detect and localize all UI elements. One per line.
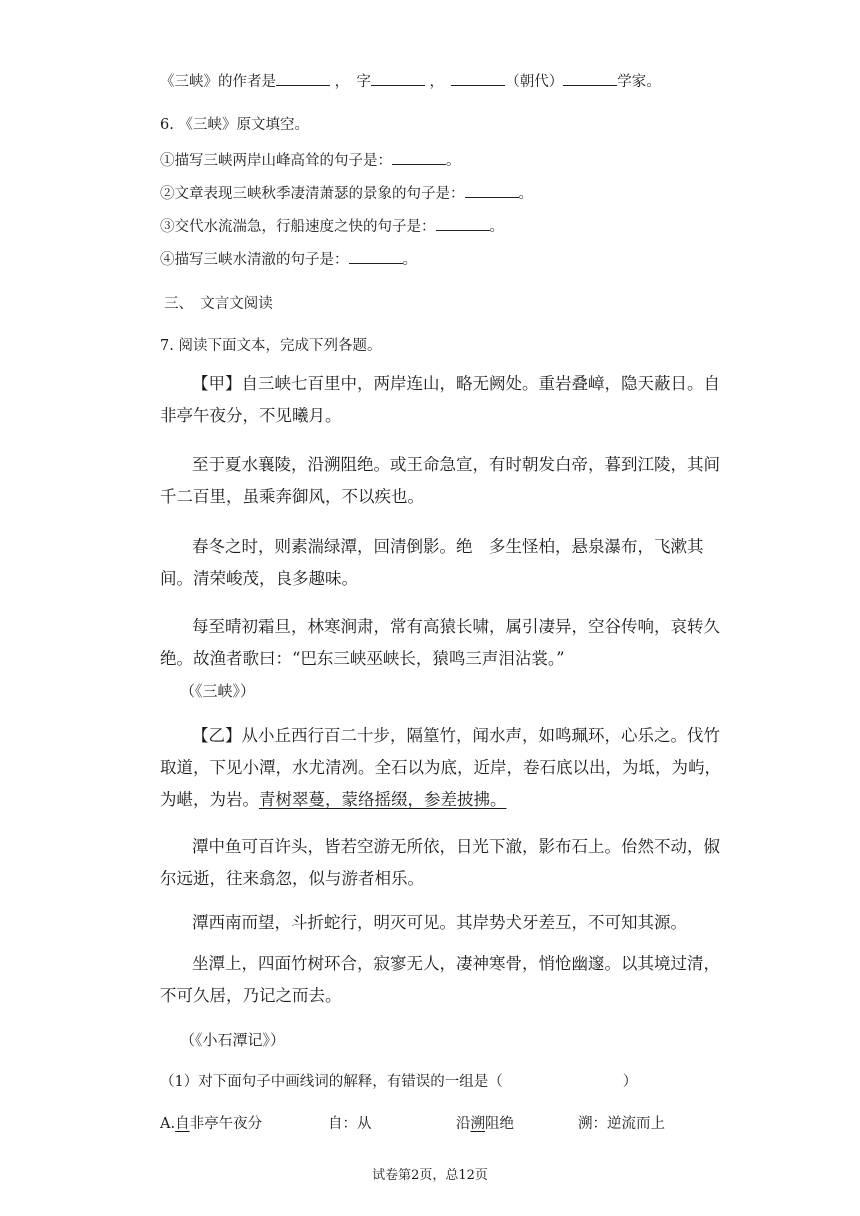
blank-q6-2	[465, 185, 519, 198]
q5-line	[160, 72, 661, 92]
jia-paragraph-3: 春冬之时，则素湍绿潭，回清倒影。绝 多生怪柏，悬泉瀑布，飞漱其间。清荣峻茂，良多趣味。	[160, 537, 704, 588]
q6-item-1-text: ①描写三峡两岸山峰高耸的句子是：	[160, 153, 392, 169]
q6-item-4-text: ④描写三峡水清澈的句子是：	[160, 252, 349, 268]
blank-author	[276, 73, 330, 86]
q6-item-4	[160, 250, 417, 270]
page-footer: 试卷第2页，总12页	[372, 1168, 488, 1183]
option-a-underlined-word-1: 自	[175, 1116, 190, 1132]
yi-paragraph-2: 潭中鱼可百许头，皆若空游无所依，日光下澈，影布石上。佁然不动，俶尔远逝，往来翕忽，似与游者相乐。	[160, 837, 720, 888]
q5-text-3: ，	[429, 74, 452, 90]
yi-source: （《小石潭记》）	[180, 1031, 286, 1049]
option-a	[160, 1114, 262, 1134]
q6-item-3-text: ③交代水流湍急，行船速度之快的句子是：	[160, 219, 436, 235]
option-a-sentence-2-post: 阻绝	[485, 1116, 514, 1132]
q5-text-1: 《三峡》的作者是	[160, 74, 276, 90]
sub-question-1-end: ）	[622, 1074, 638, 1090]
yi-paragraph-3: 潭西南而望，斗折蛇行，明灭可见。其岸势犬牙差互，不可知其源。	[192, 913, 687, 932]
q6-item-3-end: 。	[489, 219, 504, 235]
section-heading: 三、 文言文阅读	[164, 296, 273, 312]
option-a-phrase-2	[456, 1114, 514, 1134]
option-a-gloss-1: 自：从	[328, 1116, 372, 1132]
option-a-underlined-word-2: 溯	[470, 1116, 485, 1132]
q6-item-4-end: 。	[402, 252, 417, 268]
q7-title: 7. 阅读下面文本，完成下列各题。	[160, 338, 382, 354]
yi-paragraph-1-text: 【乙】从小丘西行百二十步，隔篁竹，闻水声，如鸣珮环，心乐之。伐竹取道，下见小潭，水尤清冽。全石以为底，近岸，卷石底以出，为坻，为屿，为嵁，为岩。	[160, 726, 721, 809]
blank-q6-3	[436, 218, 490, 231]
sub-question-1-text: （1）对下面句子中画线词的解释，有错误的一组是（	[160, 1074, 503, 1090]
option-a-label: A.	[160, 1116, 176, 1132]
blank-q6-1	[392, 152, 446, 165]
q6-title: 6. 《三峡》原文填空。	[160, 117, 309, 133]
q6-item-3	[160, 217, 504, 237]
q6-item-2-text: ②文章表现三峡秋季凄清萧瑟的景象的句子是：	[160, 186, 465, 202]
q5-text-5: 学家。	[617, 74, 661, 90]
option-a-sentence-2-pre: 沿	[456, 1116, 471, 1132]
sub-question-1	[160, 1072, 637, 1092]
q6-item-1-end: 。	[446, 153, 461, 169]
option-a-gloss-2: 溯：逆流而上	[578, 1116, 665, 1132]
q6-item-2-end: 。	[518, 186, 533, 202]
q5-text-4: （朝代）	[505, 74, 564, 90]
q5-text-2: ， 字	[334, 74, 371, 90]
q6-item-1	[160, 151, 461, 171]
q6-item-2	[160, 184, 533, 204]
yi-paragraph-1	[160, 720, 730, 816]
yi-underlined-sentence: 青树翠蔓，蒙络摇缀，参差披拂。	[259, 790, 507, 809]
jia-paragraph-2: 至于夏水襄陵，沿溯阻绝。或王命急宣，有时朝发白帝，暮到江陵，其间千二百里，虽乘奔御风，不以疾也。	[160, 455, 720, 506]
yi-paragraph-4: 坐潭上，四面竹树环合，寂寥无人，凄神寒骨，悄怆幽邃。以其境过清，不可久居，乃记之而去。	[160, 954, 720, 1005]
option-a-sentence-1: 非亭午夜分	[189, 1116, 263, 1132]
blank-q6-4	[349, 251, 403, 264]
blank-dynasty	[451, 73, 505, 86]
blank-courtesy-name	[371, 73, 425, 86]
jia-source: （《三峡》）	[180, 682, 256, 700]
jia-paragraph-1: 【甲】自三峡七百里中，两岸连山，略无阙处。重岩叠嶂，隐天蔽日。自非亭午夜分，不见曦月。	[160, 374, 720, 425]
jia-paragraph-4: 每至晴初霜旦，林寒涧肃，常有高猿长啸，属引凄异，空谷传响，哀转久绝。故渔者歌曰：“巴东三峡巫峡长，猿鸣三声泪沾裳。”	[160, 617, 720, 668]
blank-scholar	[563, 73, 617, 86]
